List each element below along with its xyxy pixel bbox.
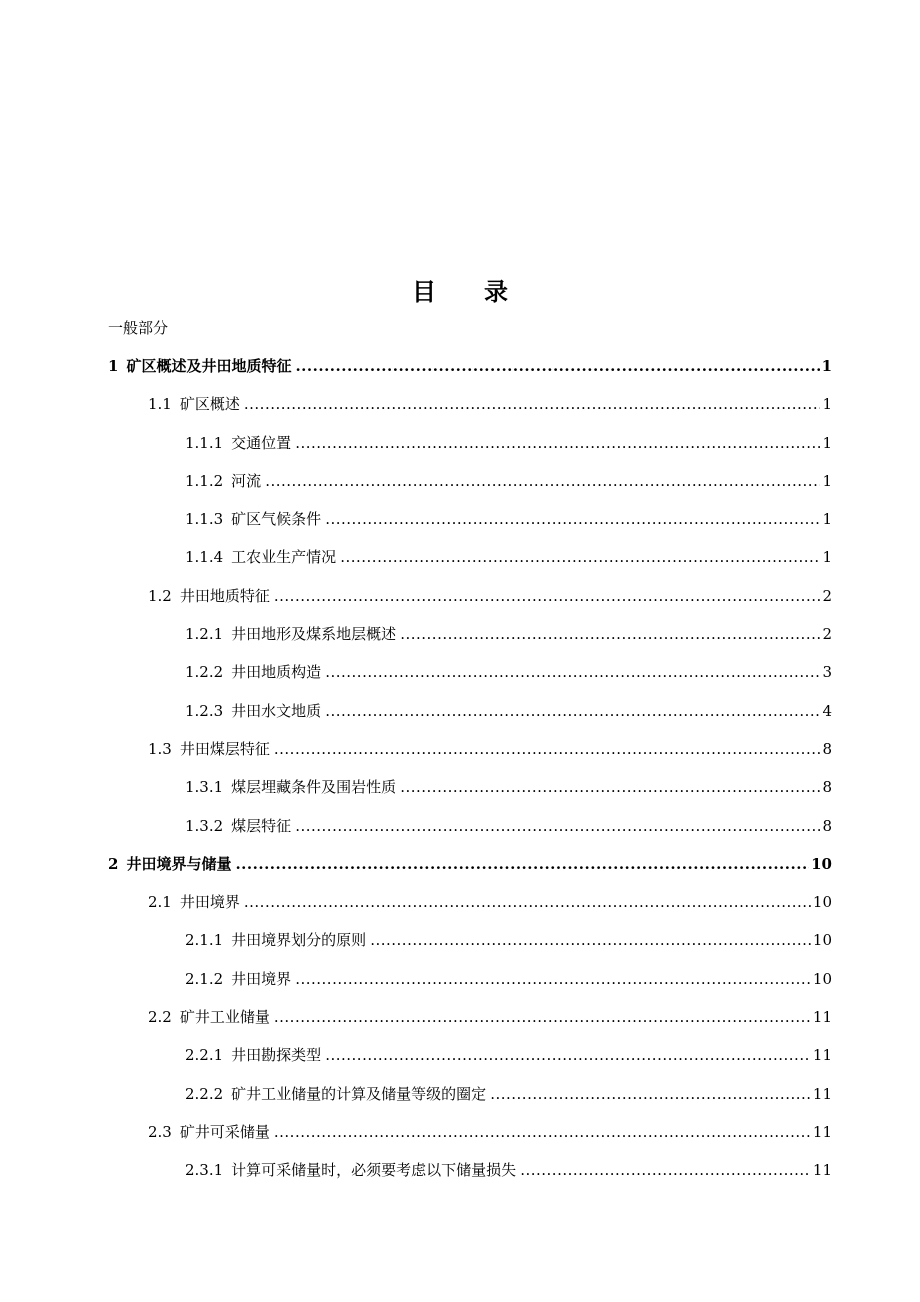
toc-entry[interactable] [0,701,832,739]
toc-entry[interactable] [0,586,832,624]
toc-entry[interactable] [0,509,832,547]
toc-entry-page: 10 [812,969,832,988]
toc-entry-page: 10 [812,893,832,912]
toc-entry-title: 煤层埋藏条件及围岩性质 [231,778,397,797]
toc-entry-title: 矿井工业储量的计算及储量等级的圈定 [231,1084,487,1103]
toc-entry-number: 2.2.1 [185,1046,224,1065]
toc-entry-title: 矿区气候条件 [231,510,322,529]
toc-entry[interactable] [0,471,832,509]
toc-entry-number: 2.1.2 [185,969,224,988]
toc-entry-number: 1.3.2 [185,816,224,835]
toc-entry-number: 1.2.2 [185,663,224,682]
toc-entry-title: 井田地形及煤系地层概述 [231,625,397,644]
toc-entry-page: 11 [812,1122,832,1141]
toc-entry-number: 2.3 [148,1122,172,1141]
toc-entry[interactable] [0,1007,832,1045]
toc-entry-page: 11 [812,1084,832,1103]
toc-entry[interactable] [0,777,832,815]
toc-entry-number: 2.3.1 [185,1161,224,1180]
toc-entry-title: 矿区概述及井田地质特征 [126,357,292,375]
toc-dot-leader [244,892,811,912]
toc-entry[interactable] [0,892,832,930]
toc-entry-title: 工农业生产情况 [231,548,337,567]
toc-entry[interactable] [0,854,832,892]
toc-entry-number: 1.1.3 [185,510,224,529]
toc-entry[interactable] [0,969,832,1007]
toc-dot-leader [340,547,820,567]
toc-entry-title: 井田境界与储量 [126,854,232,873]
toc-dot-leader [400,777,820,797]
toc-dot-leader [295,969,811,989]
toc-entry-page: 4 [822,701,832,720]
toc-dot-leader [325,1045,811,1065]
toc-entry-title: 矿井可采储量 [179,1122,270,1141]
toc-dot-leader [274,739,821,759]
toc-entry-title: 井田水文地质 [231,701,322,720]
toc-entry-number: 1 [108,357,119,375]
toc-dot-leader [370,930,811,950]
toc-entry-title: 矿区概述 [179,395,240,414]
toc-entry-page: 8 [822,739,832,758]
toc-entry-page: 11 [812,1161,832,1180]
toc-entry-title: 矿井工业储量 [179,1008,270,1027]
toc-dot-leader [295,356,819,376]
toc-dot-leader [235,854,809,874]
toc-entry-number: 1.2 [148,586,172,605]
toc-dot-leader [274,1122,811,1142]
toc-entry[interactable] [0,816,832,854]
toc-entry-title: 煤层特征 [231,816,292,835]
toc-entry-page: 1 [822,548,832,567]
toc-entry-number: 1.3 [148,739,172,758]
toc-entry-title: 井田境界划分的原则 [231,931,367,950]
toc-dot-leader [400,624,820,644]
toc-entry[interactable] [0,356,832,394]
table-of-contents [0,356,920,1199]
toc-entry-page: 11 [812,1046,832,1065]
toc-entry-page: 8 [822,778,832,797]
toc-entry-page: 1 [822,395,832,414]
toc-dot-leader [244,394,821,414]
toc-dot-leader [325,509,820,529]
toc-entry-number: 2.2.2 [185,1084,224,1103]
toc-dot-leader [295,433,820,453]
toc-entry-page: 10 [812,931,832,950]
toc-entry-number: 1.3.1 [185,778,224,797]
toc-entry-number: 1.1 [148,395,172,414]
toc-dot-leader [274,586,821,606]
toc-dot-leader [265,471,820,491]
toc-entry-page: 3 [822,663,832,682]
toc-entry[interactable] [0,1084,832,1122]
toc-entry[interactable] [0,1045,832,1083]
toc-entry-page: 10 [811,854,832,873]
toc-entry[interactable] [0,433,832,471]
toc-entry-title: 井田境界 [179,893,240,912]
toc-entry-number: 2.1 [148,893,172,912]
toc-entry-number: 1.1.1 [185,433,224,452]
toc-entry-number: 2.1.1 [185,931,224,950]
toc-entry-number: 1.2.3 [185,701,224,720]
section-heading: 一般部分 [108,319,169,337]
toc-entry-number: 1.1.2 [185,471,224,490]
toc-entry-page: 11 [812,1008,832,1027]
toc-dot-leader [274,1007,811,1027]
toc-entry-title: 河流 [231,471,262,490]
toc-dot-leader [325,662,820,682]
toc-dot-leader [490,1084,811,1104]
toc-entry-title: 计算可采储量时，必须要考虑以下储量损失 [231,1161,517,1180]
toc-entry-title: 交通位置 [231,433,292,452]
toc-entry[interactable] [0,547,832,585]
toc-entry[interactable] [0,662,832,700]
toc-entry[interactable] [0,739,832,777]
toc-dot-leader [295,816,820,836]
toc-dot-leader [325,701,820,721]
toc-entry-title: 井田煤层特征 [179,739,270,758]
toc-entry-number: 2.2 [148,1008,172,1027]
toc-entry-title: 井田地质构造 [231,663,322,682]
toc-entry[interactable] [0,394,832,432]
toc-entry-number: 1.2.1 [185,625,224,644]
toc-entry-title: 井田境界 [231,969,292,988]
toc-entry-page: 8 [822,816,832,835]
toc-entry[interactable] [0,1160,832,1198]
toc-entry[interactable] [0,1122,832,1160]
toc-entry-page: 2 [822,586,832,605]
toc-entry-page: 1 [822,471,832,490]
toc-entry-title: 井田地质特征 [179,586,270,605]
toc-entry-number: 2 [108,854,119,873]
toc-entry-page: 2 [822,625,832,644]
toc-entry-page: 1 [822,510,832,529]
page-title: 目录 [412,278,556,306]
toc-entry-title: 井田勘探类型 [231,1046,322,1065]
toc-entry-page: 1 [822,433,832,452]
toc-entry-number: 1.1.4 [185,548,224,567]
toc-entry[interactable] [0,624,832,662]
toc-entry-page: 1 [821,357,832,375]
toc-dot-leader [520,1160,811,1180]
toc-entry[interactable] [0,930,832,968]
